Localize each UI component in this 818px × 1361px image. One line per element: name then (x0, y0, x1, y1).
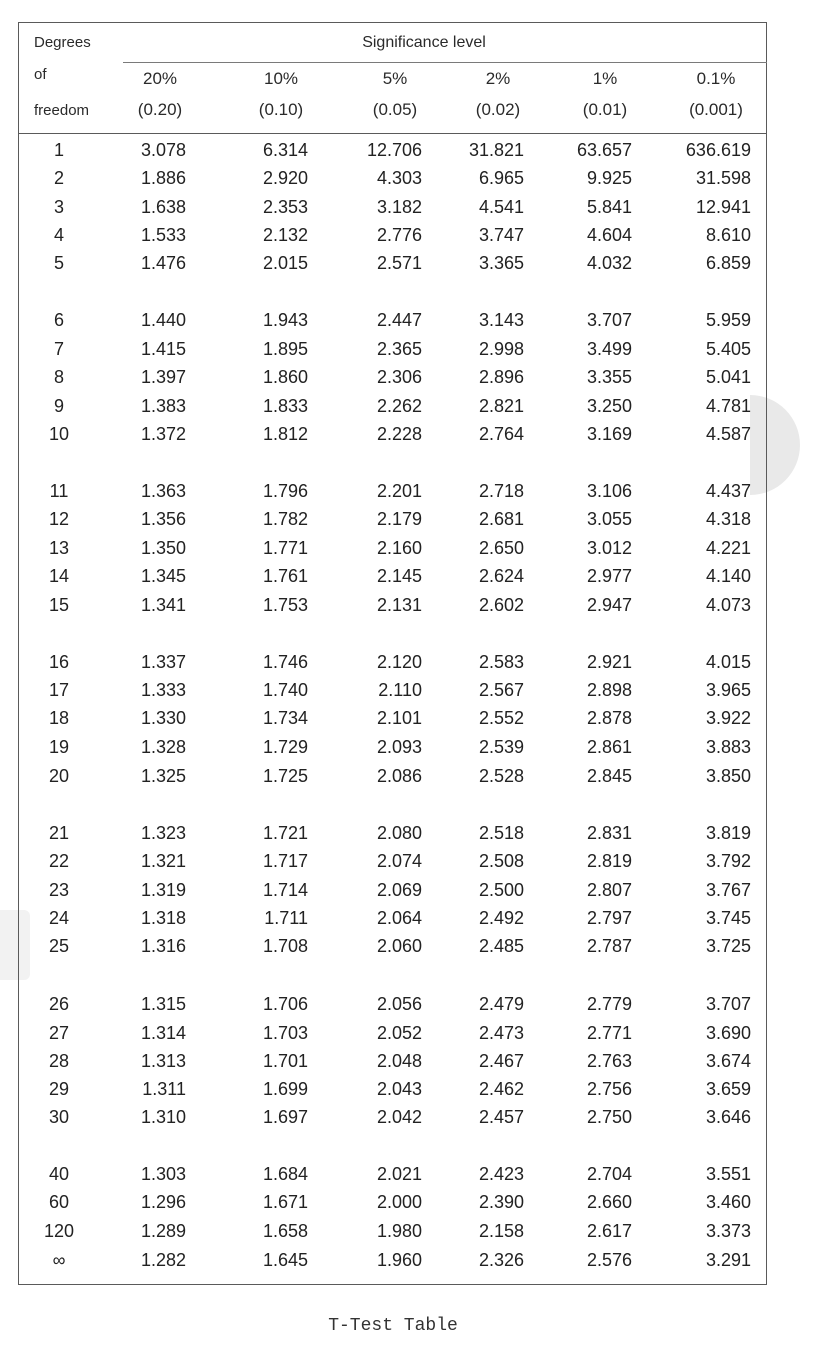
value-cell: 2.101 (376, 708, 422, 728)
value-cell: 3.819 (705, 823, 751, 843)
value-cell: 2.819 (586, 851, 632, 871)
df-cell: 16 (48, 652, 70, 672)
value-cell: 2.518 (478, 823, 524, 843)
value-cell: 2.064 (376, 908, 422, 928)
value-cell: 2.052 (376, 1023, 422, 1043)
value-cell: 2.093 (376, 737, 422, 757)
value-cell: 2.131 (376, 595, 422, 615)
value-cell: 5.405 (705, 339, 751, 359)
value-cell: 3.365 (478, 253, 524, 273)
value-cell: 4.604 (586, 225, 632, 245)
value-cell: 3.169 (586, 424, 632, 444)
value-cell: 2.201 (376, 481, 422, 501)
df-cell: 29 (48, 1079, 70, 1099)
value-cell: 2.021 (376, 1164, 422, 1184)
df-cell: 120 (43, 1221, 75, 1241)
value-cell: 1.341 (140, 595, 186, 615)
value-cell: 1.711 (264, 908, 308, 928)
of-label: of (34, 66, 47, 83)
df-cell: 20 (48, 766, 70, 786)
column-header-dec: (0.02) (475, 100, 521, 119)
value-cell: 1.316 (140, 936, 186, 956)
value-cell: 3.792 (705, 851, 751, 871)
value-cell: 3.460 (705, 1192, 751, 1212)
value-cell: 1.714 (262, 880, 308, 900)
value-cell: 1.296 (140, 1192, 186, 1212)
value-cell: 2.462 (478, 1079, 524, 1099)
value-cell: 1.289 (140, 1221, 186, 1241)
value-cell: 2.896 (478, 367, 524, 387)
value-cell: 2.571 (376, 253, 422, 273)
df-cell: 11 (49, 481, 69, 501)
value-cell: 3.055 (586, 509, 632, 529)
value-cell: 3.012 (586, 538, 632, 558)
value-cell: 3.707 (705, 994, 751, 1014)
value-cell: 1.658 (262, 1221, 308, 1241)
value-cell: 1.886 (140, 168, 186, 188)
column-header-pct: 10% (263, 69, 299, 88)
value-cell: 2.528 (478, 766, 524, 786)
value-cell: 3.767 (705, 880, 751, 900)
value-cell: 2.000 (376, 1192, 422, 1212)
value-cell: 2.831 (586, 823, 632, 843)
value-cell: 2.763 (586, 1051, 632, 1071)
value-cell: 1.645 (262, 1250, 308, 1270)
df-cell: ∞ (52, 1250, 66, 1270)
value-cell: 1.476 (140, 253, 186, 273)
value-cell: 2.552 (478, 708, 524, 728)
column-header-dec: (0.20) (137, 100, 183, 119)
value-cell: 2.485 (478, 936, 524, 956)
value-cell: 2.015 (262, 253, 308, 273)
significance-divider (123, 62, 767, 63)
value-cell: 3.499 (586, 339, 632, 359)
value-cell: 1.960 (376, 1250, 422, 1270)
value-cell: 2.576 (586, 1250, 632, 1270)
value-cell: 2.764 (478, 424, 524, 444)
df-cell: 17 (48, 680, 70, 700)
value-cell: 2.048 (376, 1051, 422, 1071)
value-cell: 1.345 (140, 566, 186, 586)
value-cell: 5.041 (705, 367, 751, 387)
value-cell: 2.947 (586, 595, 632, 615)
value-cell: 1.363 (140, 481, 186, 501)
value-cell: 2.423 (478, 1164, 524, 1184)
value-cell: 1.397 (140, 367, 186, 387)
value-cell: 1.321 (140, 851, 186, 871)
value-cell: 1.440 (140, 310, 186, 330)
value-cell: 1.325 (140, 766, 186, 786)
value-cell: 1.671 (262, 1192, 308, 1212)
value-cell: 4.015 (705, 652, 751, 672)
value-cell: 1.533 (140, 225, 186, 245)
column-header-dec: (0.01) (582, 100, 628, 119)
value-cell: 3.106 (586, 481, 632, 501)
value-cell: 1.330 (140, 708, 186, 728)
value-cell: 2.160 (376, 538, 422, 558)
value-cell: 2.567 (478, 680, 524, 700)
df-cell: 25 (48, 936, 70, 956)
value-cell: 6.859 (705, 253, 751, 273)
value-cell: 2.921 (586, 652, 632, 672)
degrees-label: Degrees (34, 34, 91, 51)
value-cell: 1.708 (262, 936, 308, 956)
value-cell: 31.821 (468, 140, 524, 160)
value-cell: 1.310 (140, 1107, 186, 1127)
df-cell: 14 (48, 566, 70, 586)
df-cell: 3 (53, 197, 65, 217)
value-cell: 2.660 (586, 1192, 632, 1212)
value-cell: 2.473 (478, 1023, 524, 1043)
value-cell: 1.684 (262, 1164, 308, 1184)
value-cell: 2.898 (586, 680, 632, 700)
value-cell: 2.771 (586, 1023, 632, 1043)
value-cell: 3.745 (705, 908, 751, 928)
value-cell: 3.965 (705, 680, 751, 700)
df-cell: 21 (48, 823, 70, 843)
df-cell: 23 (48, 880, 70, 900)
value-cell: 1.328 (140, 737, 186, 757)
value-cell: 1.753 (262, 595, 308, 615)
df-cell: 27 (48, 1023, 70, 1043)
value-cell: 2.797 (586, 908, 632, 928)
significance-title: Significance level (362, 34, 486, 51)
value-cell: 2.110 (378, 680, 422, 700)
value-cell: 2.878 (586, 708, 632, 728)
value-cell: 3.707 (586, 310, 632, 330)
value-cell: 2.750 (586, 1107, 632, 1127)
value-cell: 5.841 (586, 197, 632, 217)
value-cell: 2.457 (478, 1107, 524, 1127)
value-cell: 1.980 (376, 1221, 422, 1241)
value-cell: 31.598 (695, 168, 751, 188)
value-cell: 636.619 (685, 140, 751, 160)
value-cell: 3.883 (705, 737, 751, 757)
df-cell: 2 (53, 168, 65, 188)
value-cell: 1.315 (140, 994, 186, 1014)
value-cell: 4.140 (705, 566, 751, 586)
value-cell: 1.833 (262, 396, 308, 416)
value-cell: 1.812 (262, 424, 308, 444)
value-cell: 3.551 (705, 1164, 751, 1184)
value-cell: 2.080 (376, 823, 422, 843)
value-cell: 2.920 (262, 168, 308, 188)
value-cell: 2.056 (376, 994, 422, 1014)
value-cell: 1.860 (262, 367, 308, 387)
value-cell: 1.771 (262, 538, 308, 558)
df-cell: 5 (53, 253, 65, 273)
value-cell: 3.850 (705, 766, 751, 786)
df-cell: 60 (48, 1192, 70, 1212)
value-cell: 2.977 (586, 566, 632, 586)
value-cell: 2.467 (478, 1051, 524, 1071)
df-cell: 18 (48, 708, 70, 728)
value-cell: 1.282 (140, 1250, 186, 1270)
df-cell: 9 (53, 396, 65, 416)
value-cell: 4.587 (705, 424, 751, 444)
value-cell: 12.706 (366, 140, 422, 160)
value-cell: 2.262 (376, 396, 422, 416)
value-cell: 1.717 (262, 851, 308, 871)
value-cell: 2.508 (478, 851, 524, 871)
value-cell: 2.479 (478, 994, 524, 1014)
df-cell: 40 (48, 1164, 70, 1184)
value-cell: 3.725 (705, 936, 751, 956)
value-cell: 4.221 (705, 538, 751, 558)
value-cell: 2.617 (586, 1221, 632, 1241)
value-cell: 2.326 (478, 1250, 524, 1270)
value-cell: 1.318 (140, 908, 186, 928)
value-cell: 4.073 (705, 595, 751, 615)
value-cell: 2.086 (376, 766, 422, 786)
value-cell: 1.725 (262, 766, 308, 786)
value-cell: 2.602 (478, 595, 524, 615)
value-cell: 2.704 (586, 1164, 632, 1184)
column-header-pct: 0.1% (696, 69, 736, 88)
value-cell: 2.779 (586, 994, 632, 1014)
column-header-pct: 5% (382, 69, 408, 88)
value-cell: 1.350 (140, 538, 186, 558)
value-cell: 3.747 (478, 225, 524, 245)
value-cell: 1.699 (262, 1079, 308, 1099)
value-cell: 2.074 (376, 851, 422, 871)
value-cell: 2.069 (376, 880, 422, 900)
value-cell: 2.060 (376, 936, 422, 956)
value-cell: 3.690 (705, 1023, 751, 1043)
df-cell: 24 (48, 908, 70, 928)
value-cell: 2.365 (376, 339, 422, 359)
value-cell: 2.500 (478, 880, 524, 900)
value-cell: 3.182 (376, 197, 422, 217)
value-cell: 63.657 (576, 140, 632, 160)
value-cell: 2.158 (478, 1221, 524, 1241)
df-cell: 26 (48, 994, 70, 1014)
value-cell: 2.132 (262, 225, 308, 245)
value-cell: 1.729 (262, 737, 308, 757)
value-cell: 1.706 (262, 994, 308, 1014)
column-header-dec: (0.10) (258, 100, 304, 119)
value-cell: 4.781 (705, 396, 751, 416)
df-cell: 12 (48, 509, 70, 529)
value-cell: 2.353 (262, 197, 308, 217)
value-cell: 2.145 (376, 566, 422, 586)
df-cell: 8 (53, 367, 65, 387)
freedom-label: freedom (34, 102, 90, 119)
value-cell: 6.965 (478, 168, 524, 188)
value-cell: 2.228 (376, 424, 422, 444)
column-header-dec: (0.001) (689, 100, 743, 119)
value-cell: 2.776 (376, 225, 422, 245)
value-cell: 3.373 (705, 1221, 751, 1241)
value-cell: 2.306 (376, 367, 422, 387)
value-cell: 4.437 (705, 481, 751, 501)
value-cell: 1.333 (140, 680, 186, 700)
value-cell: 2.998 (478, 339, 524, 359)
value-cell: 3.250 (586, 396, 632, 416)
value-cell: 1.638 (140, 197, 186, 217)
df-cell: 1 (53, 140, 65, 160)
value-cell: 1.415 (140, 339, 186, 359)
value-cell: 2.787 (586, 936, 632, 956)
value-cell: 12.941 (695, 197, 751, 217)
value-cell: 6.314 (262, 140, 308, 160)
value-cell: 2.539 (478, 737, 524, 757)
df-cell: 30 (48, 1107, 70, 1127)
value-cell: 1.337 (140, 652, 186, 672)
value-cell: 8.610 (705, 225, 751, 245)
value-cell: 1.895 (262, 339, 308, 359)
value-cell: 9.925 (586, 168, 632, 188)
column-header-pct: 2% (485, 69, 511, 88)
value-cell: 2.390 (478, 1192, 524, 1212)
value-cell: 1.761 (262, 566, 308, 586)
value-cell: 4.541 (478, 197, 524, 217)
value-cell: 1.746 (262, 652, 308, 672)
value-cell: 1.323 (140, 823, 186, 843)
value-cell: 2.583 (478, 652, 524, 672)
value-cell: 1.943 (262, 310, 308, 330)
df-cell: 10 (48, 424, 70, 444)
column-header-pct: 20% (142, 69, 178, 88)
value-cell: 3.659 (705, 1079, 751, 1099)
value-cell: 1.372 (140, 424, 186, 444)
value-cell: 2.043 (376, 1079, 422, 1099)
value-cell: 2.492 (478, 908, 524, 928)
value-cell: 3.291 (705, 1250, 751, 1270)
value-cell: 1.311 (142, 1079, 186, 1099)
value-cell: 1.319 (140, 880, 186, 900)
value-cell: 2.861 (586, 737, 632, 757)
value-cell: 3.143 (478, 310, 524, 330)
value-cell: 5.959 (705, 310, 751, 330)
value-cell: 2.042 (376, 1107, 422, 1127)
value-cell: 2.718 (478, 481, 524, 501)
df-cell: 15 (48, 595, 70, 615)
value-cell: 2.845 (586, 766, 632, 786)
df-cell: 7 (53, 339, 65, 359)
value-cell: 1.740 (262, 680, 308, 700)
column-header-pct: 1% (592, 69, 618, 88)
value-cell: 2.756 (586, 1079, 632, 1099)
value-cell: 2.650 (478, 538, 524, 558)
column-header-dec: (0.05) (372, 100, 418, 119)
value-cell: 3.674 (705, 1051, 751, 1071)
value-cell: 1.356 (140, 509, 186, 529)
value-cell: 1.303 (140, 1164, 186, 1184)
value-cell: 3.355 (586, 367, 632, 387)
value-cell: 2.179 (376, 509, 422, 529)
df-cell: 4 (53, 225, 65, 245)
value-cell: 3.078 (140, 140, 186, 160)
value-cell: 4.318 (705, 509, 751, 529)
value-cell: 1.383 (140, 396, 186, 416)
value-cell: 1.782 (262, 509, 308, 529)
value-cell: 1.796 (262, 481, 308, 501)
value-cell: 1.721 (262, 823, 308, 843)
value-cell: 2.120 (376, 652, 422, 672)
value-cell: 1.734 (262, 708, 308, 728)
df-cell: 22 (48, 851, 70, 871)
value-cell: 3.646 (705, 1107, 751, 1127)
value-cell: 1.703 (262, 1023, 308, 1043)
value-cell: 1.701 (262, 1051, 308, 1071)
table-caption: T-Test Table (328, 1316, 458, 1336)
df-cell: 28 (48, 1051, 70, 1071)
value-cell: 2.624 (478, 566, 524, 586)
value-cell: 2.807 (586, 880, 632, 900)
value-cell: 2.821 (478, 396, 524, 416)
value-cell: 2.447 (376, 310, 422, 330)
header-divider (18, 133, 767, 134)
value-cell: 4.032 (586, 253, 632, 273)
df-cell: 19 (48, 737, 70, 757)
value-cell: 1.697 (262, 1107, 308, 1127)
value-cell: 1.314 (140, 1023, 186, 1043)
df-cell: 13 (48, 538, 70, 558)
value-cell: 4.303 (376, 168, 422, 188)
value-cell: 2.681 (478, 509, 524, 529)
value-cell: 3.922 (705, 708, 751, 728)
df-cell: 6 (53, 310, 65, 330)
value-cell: 1.313 (140, 1051, 186, 1071)
